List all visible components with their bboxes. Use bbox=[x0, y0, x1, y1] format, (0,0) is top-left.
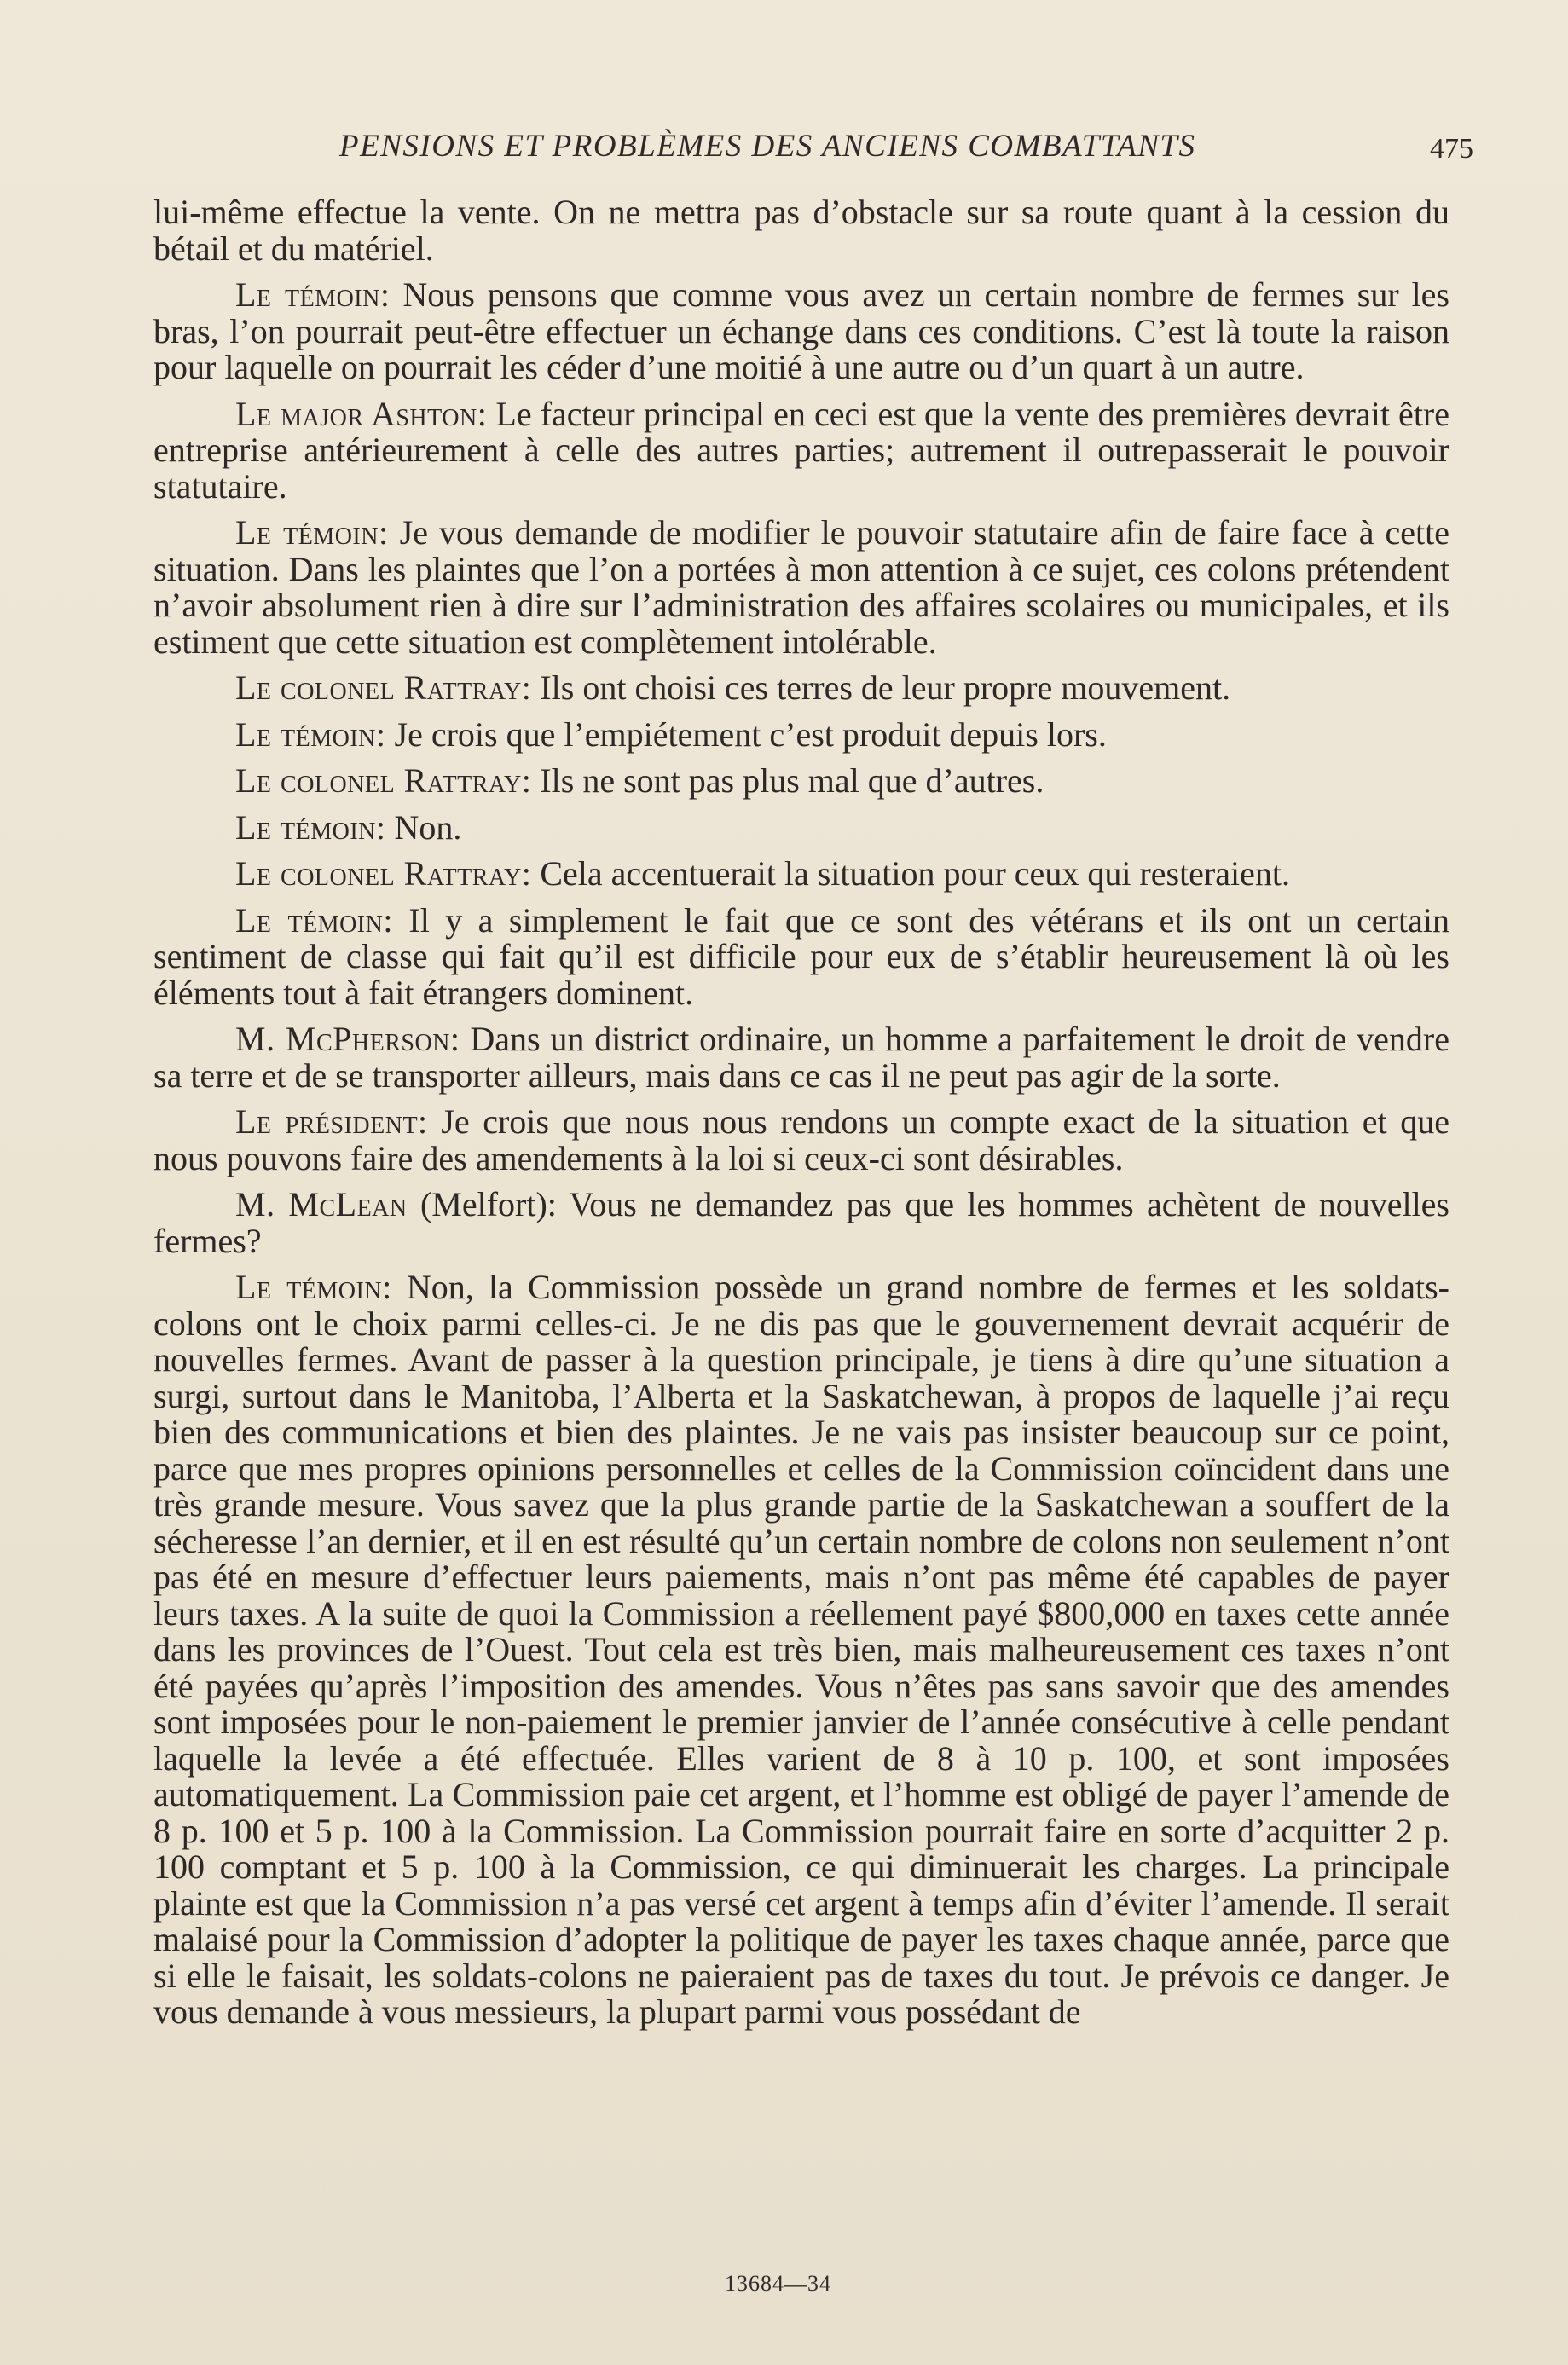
paragraph-text: Dans un district ordinaire, un homme a parfaitement le droit de vendre sa terre et de se transporter ailleurs, mais dans ce cas il ne peut pas agir de la sorte. bbox=[153, 1020, 1449, 1095]
paragraph bbox=[153, 277, 1449, 386]
speaker-label: Le major Ashton: bbox=[235, 394, 488, 433]
speaker-label: M. McPherson: bbox=[235, 1020, 460, 1058]
paragraph-text: Non. bbox=[385, 807, 462, 847]
paragraph-text: Ils ne sont pas plus mal que d’autres. bbox=[531, 761, 1044, 800]
paragraph bbox=[153, 515, 1449, 660]
paragraph-text: Nous pensons que comme vous avez un certain nombre de fermes sur les bras, l’on pourrait peut-être effectuer un échange dans ces conditions. C’est là toute la raison pour laquelle on pourrait les céder d’une moitié à une autre ou d’un quart à un autre. bbox=[153, 275, 1449, 386]
paragraph bbox=[153, 194, 1449, 267]
paragraph bbox=[153, 670, 1449, 707]
print-code: 13684—34 bbox=[725, 2271, 831, 2296]
speaker-label: Le colonel Rattray: bbox=[235, 854, 532, 893]
paragraph-text: Je crois que l’empiétement c’est produit depuis lors. bbox=[385, 714, 1107, 754]
paragraph-text: Ils ont choisi ces terres de leur propre mouvement. bbox=[531, 668, 1231, 707]
paragraph bbox=[153, 856, 1449, 893]
speaker-label: Le témoin: bbox=[235, 900, 393, 940]
speaker-label: M. McLean bbox=[235, 1185, 408, 1223]
paragraph bbox=[153, 807, 1449, 847]
page-number: 475 bbox=[1430, 133, 1473, 165]
paragraph-text: (Melfort): Vous ne demandez pas que les hommes achètent de nouvelles fermes? bbox=[153, 1185, 1449, 1260]
paragraph bbox=[153, 1269, 1449, 2031]
paragraph-text: Il y a simplement le fait que ce sont des vétérans et ils ont un certain sentiment de classe qui fait qu’il est difficile pour eux de s’établir heureusement là où les éléments tout à fait étrangers dominent. bbox=[153, 900, 1449, 1012]
page-header bbox=[339, 128, 1473, 179]
speaker-label: Le témoin: bbox=[235, 275, 391, 314]
paragraph-text: Je crois que nous nous rendons un compte exact de la situation et que nous pouvons faire des amendements à la loi si ceux-ci sont désirables. bbox=[153, 1102, 1450, 1177]
speaker-label: Le témoin: bbox=[235, 513, 389, 552]
speaker-label: Le témoin: bbox=[235, 807, 386, 847]
body-text bbox=[153, 194, 1449, 2041]
paragraph bbox=[153, 1021, 1449, 1094]
speaker-label: Le témoin: bbox=[235, 714, 386, 754]
paragraph-text: Le facteur principal en ceci est que la vente des premières devrait être entreprise antérieurement à celle des autres parties; autrement il outrepasserait le pouvoir statutaire. bbox=[153, 394, 1450, 506]
paragraph bbox=[153, 900, 1449, 1012]
speaker-label: Le témoin: bbox=[235, 1268, 392, 1306]
speaker-label: Le colonel Rattray: bbox=[235, 668, 532, 707]
paragraph bbox=[153, 1104, 1449, 1177]
paragraph-text: lui-même effectue la vente. On ne mettra pas d’obstacle sur sa route quant à la cession du bétail et du matériel. bbox=[153, 193, 1449, 268]
paragraph bbox=[153, 763, 1449, 800]
speaker-label: Le colonel Rattray: bbox=[235, 761, 532, 800]
paragraph bbox=[153, 1187, 1449, 1259]
speaker-label: Le président: bbox=[235, 1102, 428, 1141]
running-title: PENSIONS ET PROBLÈMES DES ANCIENS COMBATTANTS bbox=[339, 129, 1196, 164]
paragraph-text: Je vous demande de modifier le pouvoir statutaire afin de faire face à cette situation. Dans les plaintes que l’on a portées à mon attention à ce sujet, ces colons prétendent n’avoir absolument rien à dire sur l’administration des affaires scolaires ou municipales, et ils estiment que cette situation est complètement intolérable. bbox=[153, 513, 1449, 661]
paragraph-text: Non, la Commission possède un grand nombre de fermes et les soldats-colons ont le choix parmi celles-ci. Je ne dis pas que le gouvernement devrait acquérir de nouvelles fermes. Avant de passer à la question principale, je tiens à dire qu’une situation a surgi, surtout dans le Manitoba, l’Alberta et la Saskatchewan, à propos de laquelle j’ai reçu bien des communications et bien des plaintes. Je ne vais pas insister beaucoup sur ce point, parce que mes propres opinions personnelles et celles de la Commission coïncident dans une très grande mesure. Vous savez que la plus grande partie de la Saskatchewan a souffert de la sécheresse l’an dernier, et il en est résulté qu’un certain nombre de colons non seulement n’ont pas été en mesure d’effectuer leurs paiements, mais n’ont pas même été capables de payer leurs taxes. A la suite de quoi la Commission a réellement payé $800,000 en taxes cette année dans les provinces de l’Ouest. Tout cela est très bien, mais malheureusement ces taxes n’ont été payées qu’après l’imposition des amendes. Vous n’êtes pas sans savoir que des amendes sont imposées pour le non-paiement le premier janvier de l’année consécutive à celle pendant laquelle la levée a été effectuée. Elles varient de 8 à 10 p. 100, et sont imposées automatiquement. La Commission paie cet argent, et l’homme est obligé de payer l’amende de 8 p. 100 et 5 p. 100 à la Commission. La Commission pourrait faire en sorte d’acquitter 2 p. 100 comptant et 5 p. 100 à la Commission, ce qui diminuerait les charges. La principale plainte est que la Commission n’a pas versé cet argent à temps afin d’éviter l’amende. Il serait malaisé pour la Commission d’adopter la politique de payer les taxes chaque année, parce que si elle le faisait, les soldats-colons ne paieraient pas de taxes du tout. Je prévois ce danger. Je vous demande à vous messieurs, la plupart parmi vous possédant de bbox=[153, 1268, 1449, 2031]
paragraph bbox=[153, 714, 1449, 754]
paragraph-text: Cela accentuerait la situation pour ceux qui resteraient. bbox=[531, 854, 1290, 893]
paragraph bbox=[153, 396, 1449, 506]
